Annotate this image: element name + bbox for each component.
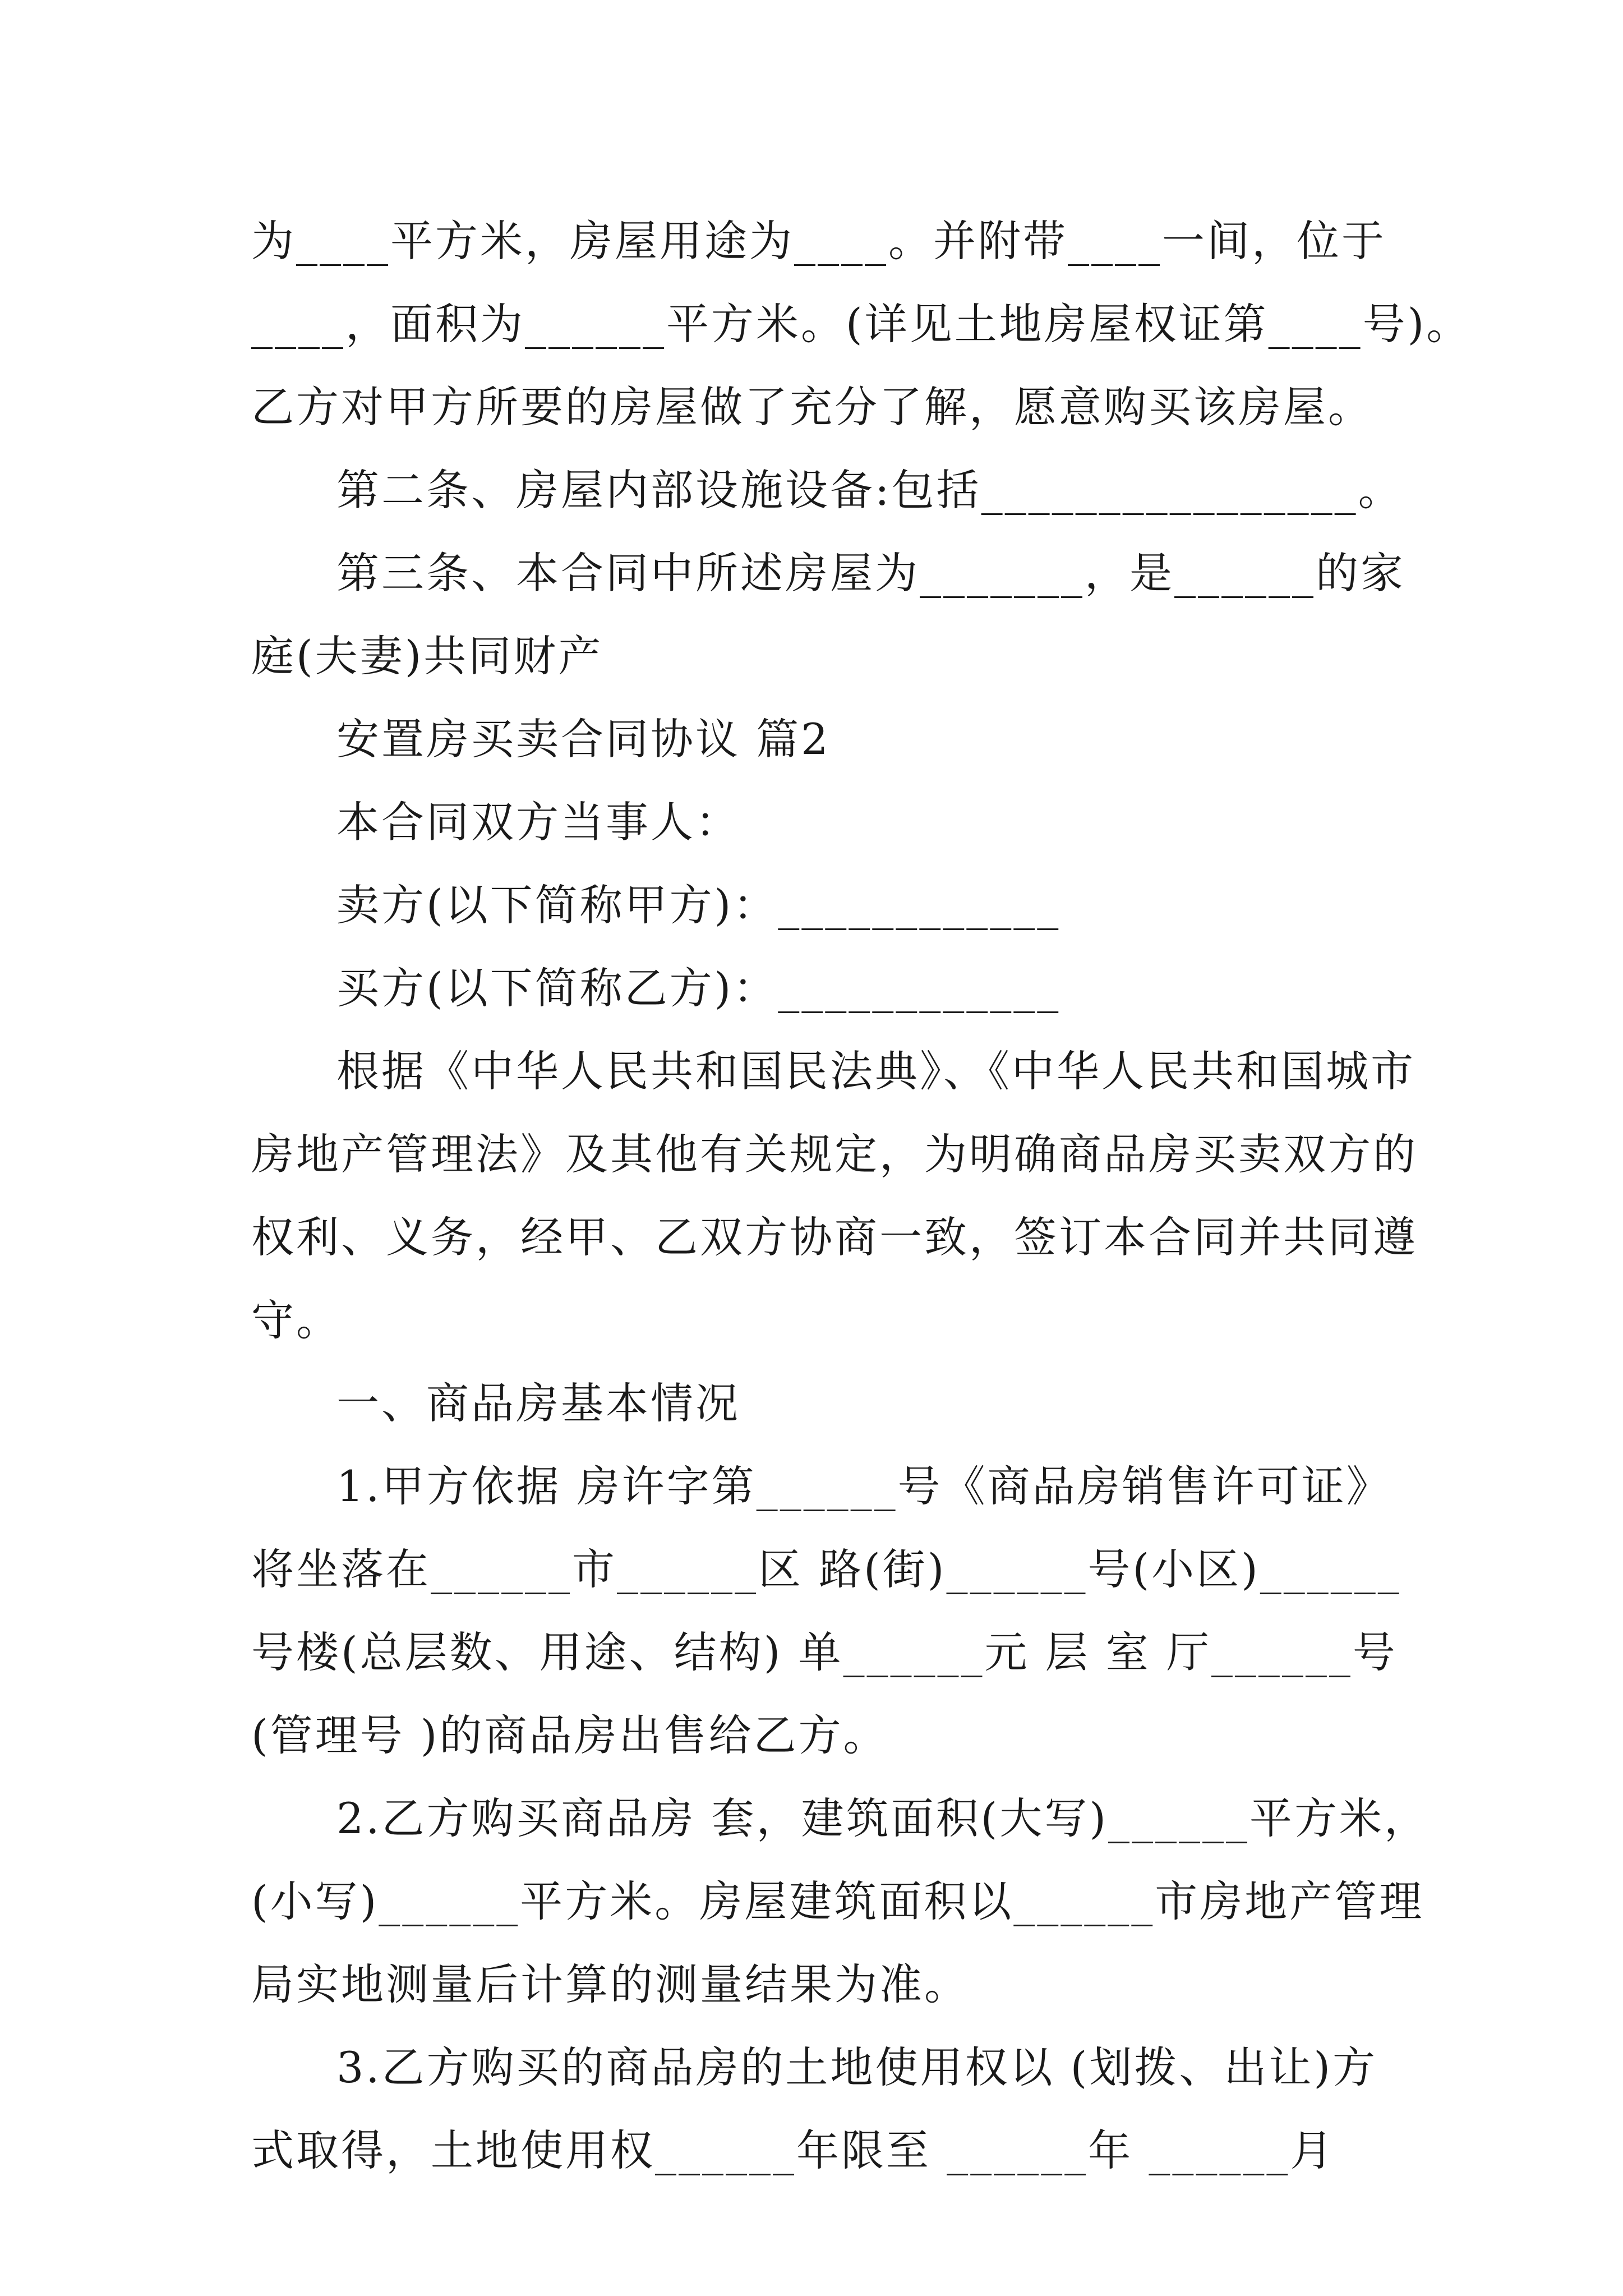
text-line: 买方(以下简称乙方)：____________ xyxy=(336,963,1061,1013)
text-line: 将坐落在______市______区 路(街)______号(小区)______ xyxy=(251,1544,1401,1594)
text-line: 2.乙方购买商品房 套，建筑面积(大写)______平方米， xyxy=(336,1793,1429,1843)
text-line: 根据《中华人民共和国民法典》、《中华人民共和国城市 xyxy=(336,1046,1415,1096)
text-line: 为____平方米，房屋用途为____。并附带____一间，位于 xyxy=(251,216,1386,266)
text-line: 房地产管理法》及其他有关规定，为明确商品房买卖双方的 xyxy=(251,1129,1418,1179)
text-line: 权利、义务，经甲、乙双方协商一致，签订本合同并共同遵 xyxy=(251,1212,1418,1262)
text-line: 第三条、本合同中所述房屋为_______，是______的家 xyxy=(336,548,1405,598)
text-line: 3.乙方购买的商品房的土地使用权以 (划拨、出让)方 xyxy=(336,2042,1377,2092)
text-line: 卖方(以下简称甲方)：____________ xyxy=(336,880,1061,930)
text-line: (小写)______平方米。房屋建筑面积以______市房地产管理 xyxy=(251,1876,1424,1926)
section-heading: 安置房买卖合同协议 篇2 xyxy=(336,714,831,764)
text-line: 局实地测量后计算的测量结果为准。 xyxy=(251,1959,969,2009)
text-line: ____，面积为______平方米。(详见土地房屋权证第____号)。 xyxy=(251,299,1472,349)
text-line: 号楼(总层数、用途、结构) 单______元 层 室 厅______号 xyxy=(251,1627,1398,1677)
text-line: 式取得，土地使用权______年限至 ______年 ______月 xyxy=(251,2125,1335,2175)
text-line: 庭(夫妻)共同财产 xyxy=(251,631,603,681)
text-line: 1.甲方依据 房许字第______号《商品房销售许可证》 xyxy=(336,1461,1391,1511)
text-line: 守。 xyxy=(251,1295,341,1345)
text-line: 第二条、房屋内部设施设备:包括________________。 xyxy=(336,465,1403,515)
text-line: 本合同双方当事人： xyxy=(336,797,740,847)
section-heading: 一、商品房基本情况 xyxy=(336,1378,740,1428)
text-line: 乙方对甲方所要的房屋做了充分了解，愿意购买该房屋。 xyxy=(251,382,1373,432)
text-line: (管理号 )的商品房出售给乙方。 xyxy=(251,1710,888,1760)
